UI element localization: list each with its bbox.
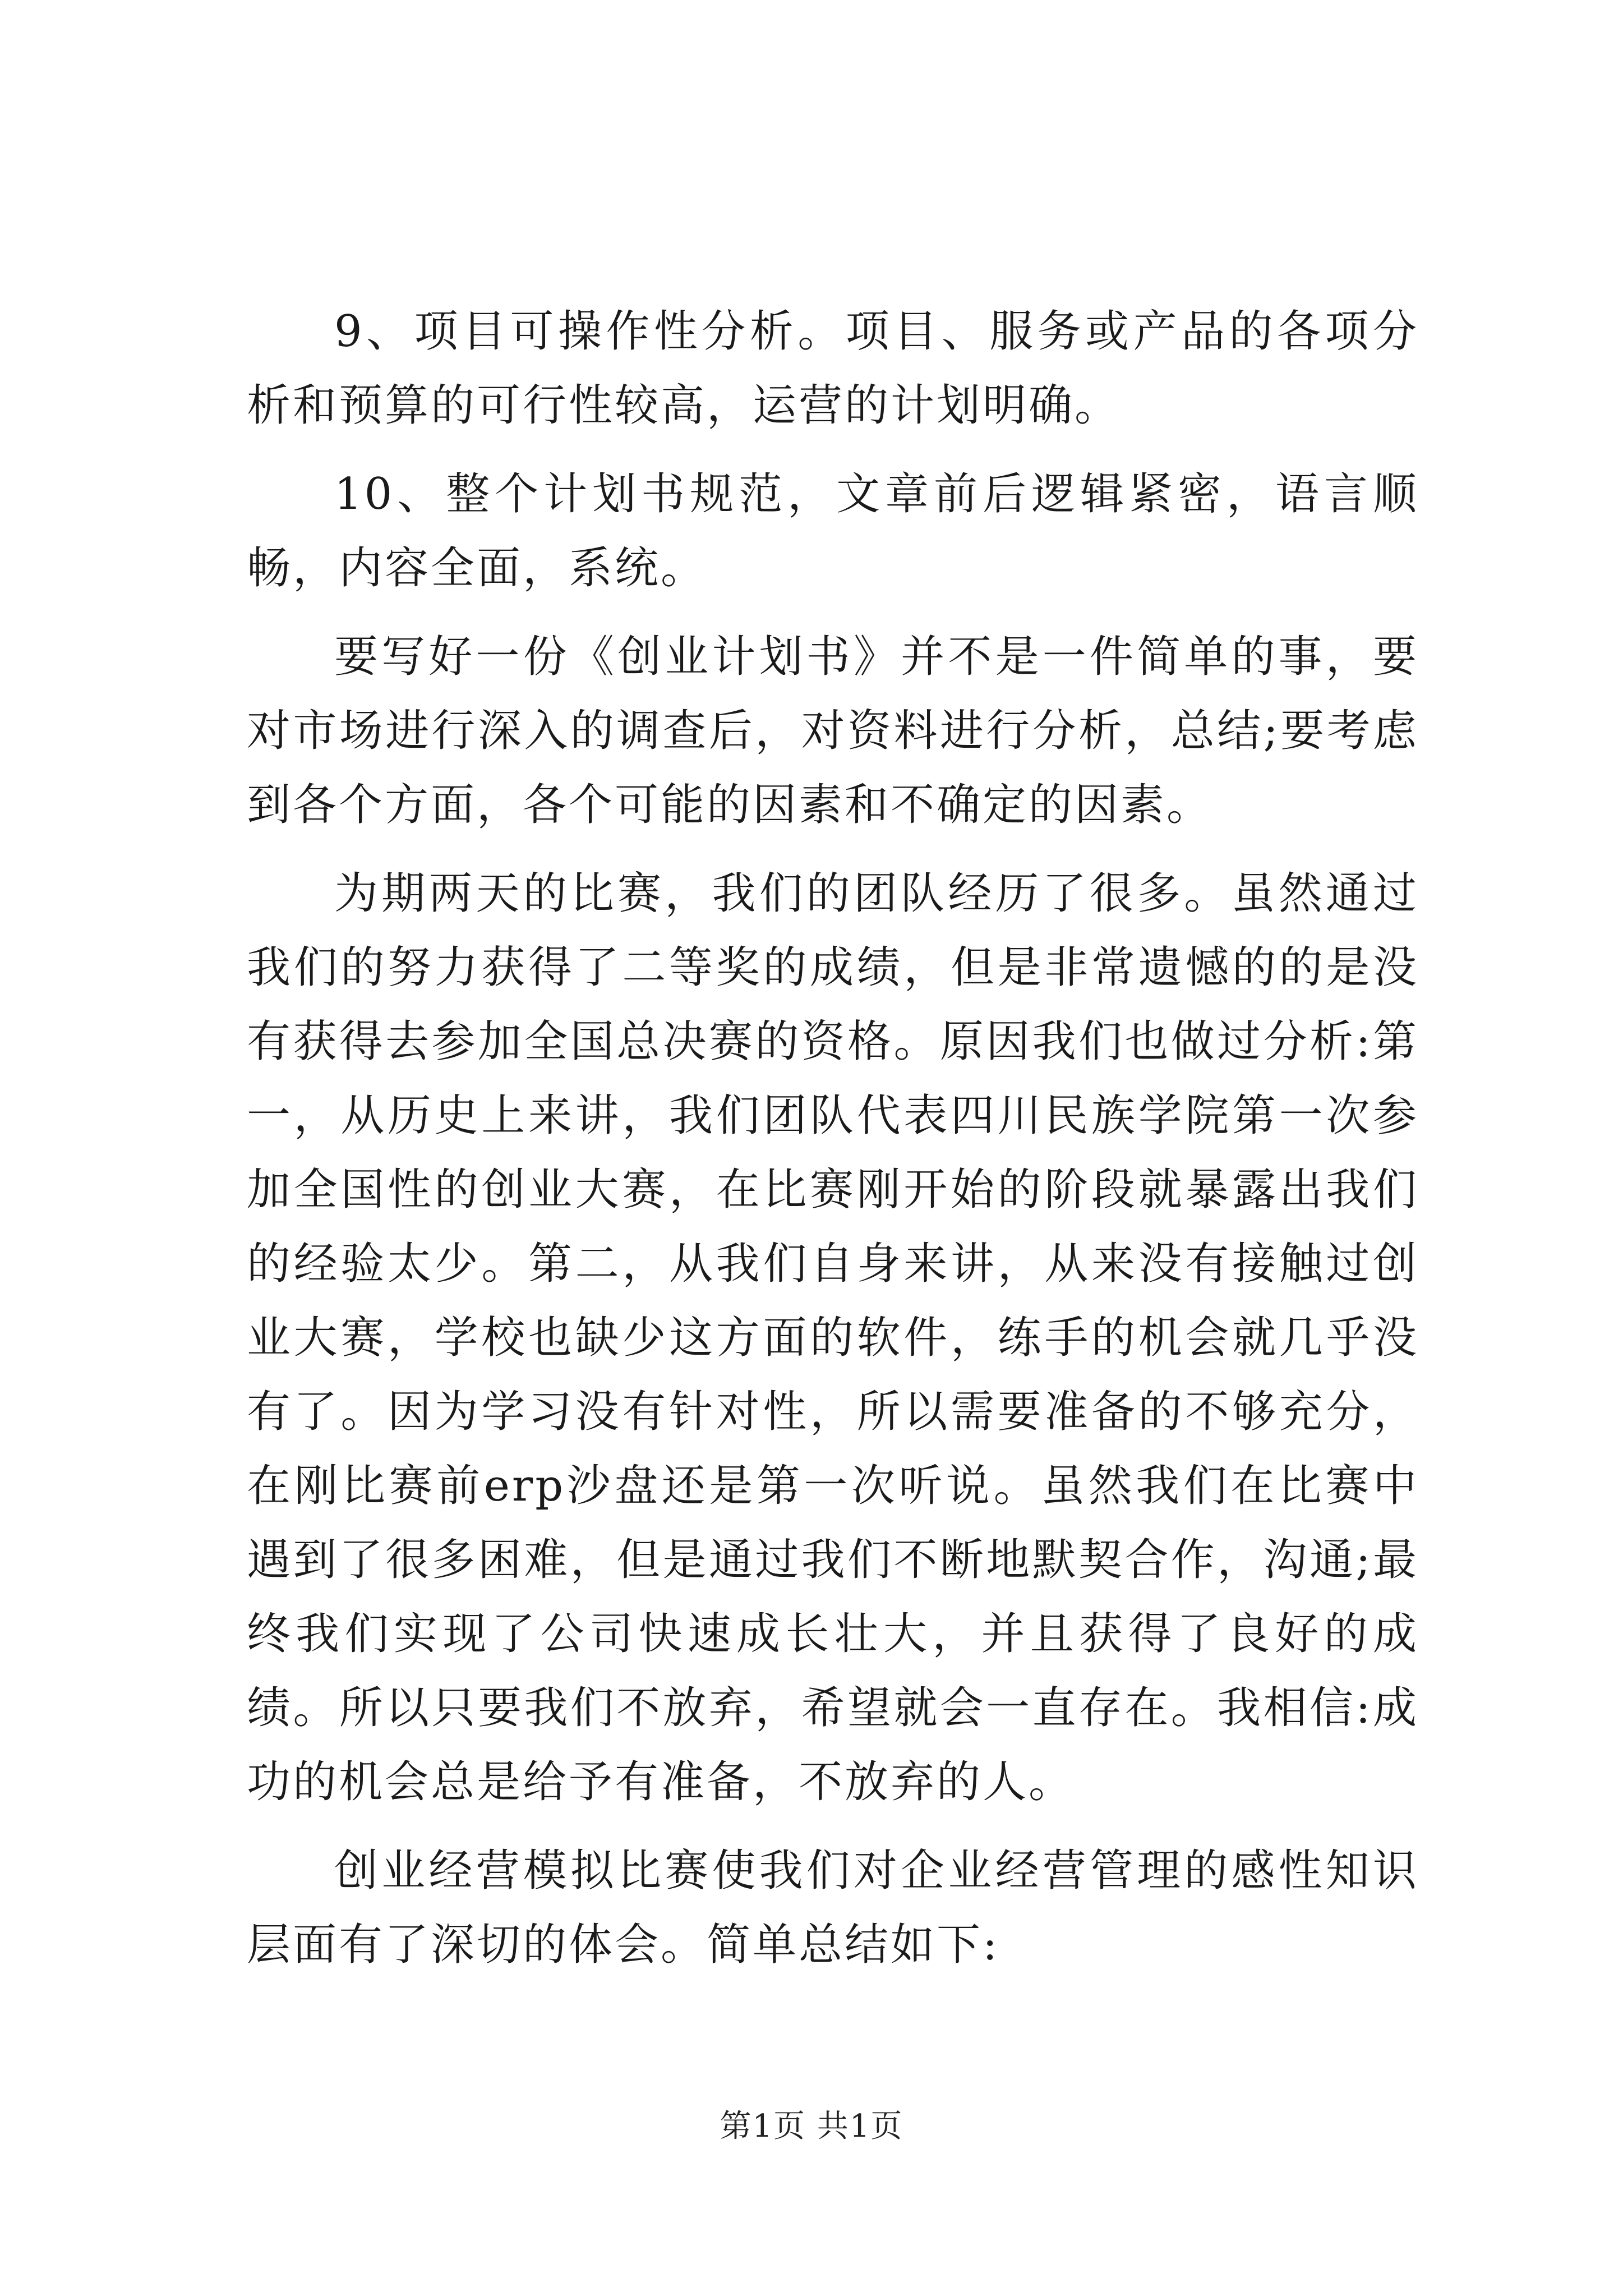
paragraph-item-9: 9、项目可操作性分析。项目、服务或产品的各项分析和预算的可行性较高，运营的计划明确。: [247, 306, 1419, 431]
paragraph-competition-review: 为期两天的比赛，我们的团队经历了很多。虽然通过我们的努力获得了二等奖的成绩，但是非常遗憾的的是没有获得去参加全国总决赛的资格。原因我们也做过分析:第一，从历史上来讲，我们团队代表四川民族学院第一次参加全国性的创业大赛，在比赛刚开始的阶段就暴露出我们的经验太少。第二，从我们自身来讲，从来没有接触过创业大赛，学校也缺少这方面的软件，练手的机会就几乎没有了。因为学习没有针对性，所以需要准备的不够充分，在刚比赛前erp沙盘还是第一次听说。虽然我们在比赛中遇到了很多困难，但是通过我们不断地默契合作，沟通;最终我们实现了公司快速成长壮大，并且获得了良好的成绩。所以只要我们不放弃，希望就会一直存在。我相信:成功的机会总是给予有准备，不放弃的人。: [247, 868, 1419, 1807]
paragraph-business-plan: 要写好一份《创业计划书》并不是一件简单的事，要对市场进行深入的调查后，对资料进行分析，总结;要考虑到各个方面，各个可能的因素和不确定的因素。: [247, 632, 1419, 830]
page-footer: 第1页 共1页: [720, 2108, 903, 2145]
document-body: [247, 295, 1419, 1996]
paragraph-item-10: 10、整个计划书规范，文章前后逻辑紧密，语言顺畅，内容全面，系统。: [247, 469, 1419, 593]
paragraph-summary-intro: 创业经营模拟比赛使我们对企业经营管理的感性知识层面有了深切的体会。简单总结如下:: [247, 1846, 1419, 1970]
